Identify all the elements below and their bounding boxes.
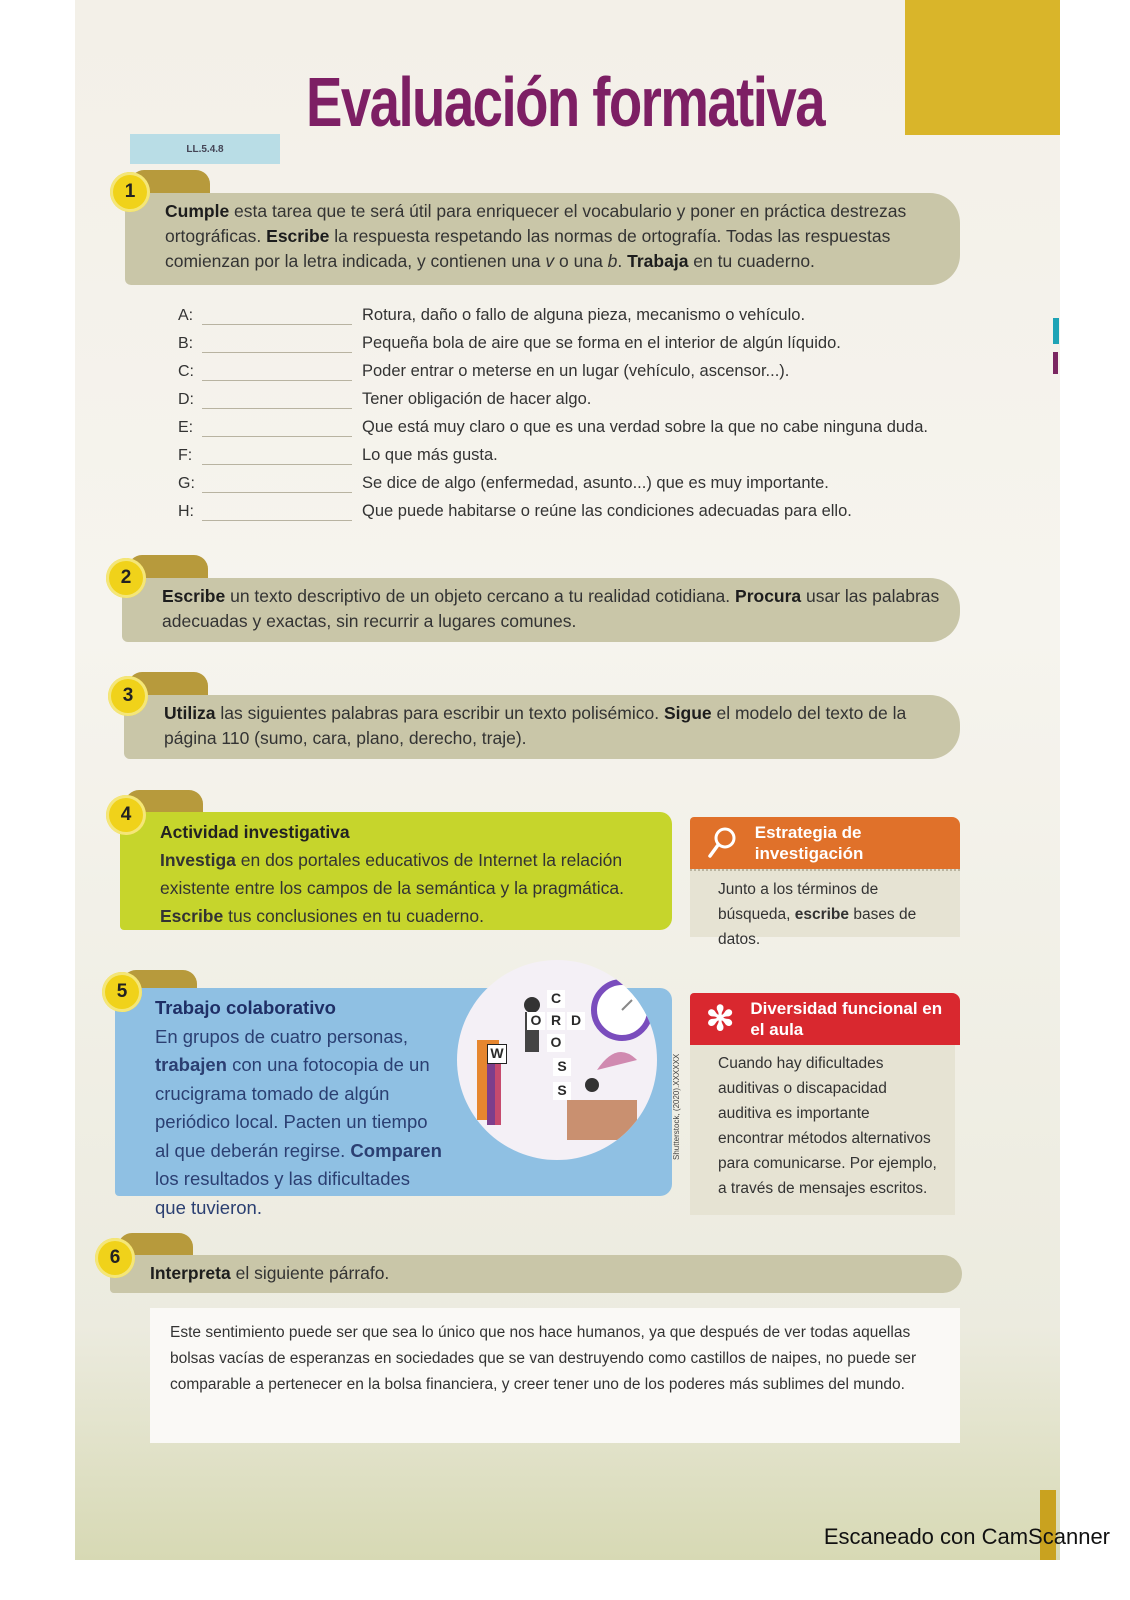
answer-line[interactable]	[202, 478, 352, 493]
crossword-cell: W	[487, 1044, 507, 1064]
strategy-title: Estrategia de investigación	[754, 823, 864, 863]
strategy-text: bases de datos.	[718, 906, 917, 948]
q4-body: tus conclusiones en tu cuaderno.	[223, 906, 484, 926]
list-item	[178, 381, 928, 409]
q4-body: en dos portales educativos de Internet la relación existente entre los campos de la semántica y la pragmática.	[160, 850, 624, 898]
answer-line[interactable]	[202, 310, 352, 325]
list-item	[178, 493, 928, 521]
item-letter: E:	[178, 419, 194, 436]
item-definition: Que puede habitarse o reúne las condiciones adecuadas para ello.	[362, 502, 852, 520]
q5-body: con una fotocopia de un crucigrama tomado de algún periódico local. Pacten un tiempo al que deberán regirse.	[155, 1054, 430, 1161]
quoted-paragraph: Este sentimiento puede ser que sea lo único que nos hace humanos, ya que después de ver todas aquellas bolsas vacías de esperanzas en sociedades que se van destruyendo como castillos de naipes, no puede ser comparable a pertenecer en la bolsa financiera, y creer tener uno de los poderes más sublimes del mundo.	[150, 1308, 960, 1443]
item-letter: H:	[178, 503, 194, 520]
q1-text: la respuesta respetando las normas de ortografía. Todas las respuestas comienzan por la letra indicada, y contienen una	[165, 226, 891, 271]
q3-text: las siguientes palabras para escribir un texto polisémico.	[215, 703, 664, 723]
verb-procura: Procura	[735, 586, 802, 606]
page-title: Evaluación formativa	[305, 63, 825, 141]
strategy-body	[690, 869, 960, 948]
question-number-badge: 4	[106, 795, 146, 835]
verb-escribe: Escribe	[160, 906, 224, 926]
q2-text: un texto descriptivo de un objeto cercano a tu realidad cotidiana.	[225, 586, 736, 606]
crossword-cell: O	[547, 1034, 565, 1052]
verb-trabaja: Trabaja	[627, 251, 689, 271]
question-number-badge: 6	[95, 1238, 135, 1278]
list-item	[178, 325, 928, 353]
scanner-watermark: Escaneado con CamScanner	[823, 1524, 1110, 1549]
q5-body: En grupos de cuatro personas,	[155, 1025, 408, 1047]
crossword-cell: O	[527, 1012, 545, 1030]
crossword-cell: S	[553, 1082, 571, 1100]
q1-letter-v: v	[545, 251, 555, 271]
answer-line[interactable]	[202, 366, 352, 381]
answer-line[interactable]	[202, 506, 352, 521]
verb-utiliza: Utiliza	[164, 703, 216, 723]
diversity-header	[690, 993, 960, 1045]
question-4-box	[120, 812, 672, 930]
question-number-badge: 2	[106, 558, 146, 598]
question-number-badge: 3	[108, 676, 148, 716]
skill-code: LL.5.4.8	[130, 134, 280, 164]
item-letter: C:	[178, 363, 194, 380]
strategy-sidebar	[690, 817, 960, 948]
item-letter: D:	[178, 391, 194, 408]
item-definition: Lo que más gusta.	[362, 446, 498, 464]
q1-text: .	[617, 251, 628, 271]
diversity-title: Diversidad funcional en el aula	[750, 999, 943, 1039]
asterisk-flower-icon: ✻	[705, 1000, 735, 1038]
list-item	[178, 465, 928, 493]
verb-escribe: escribe	[794, 906, 850, 923]
question-2-prompt	[122, 578, 960, 642]
item-definition: Que está muy claro o que es una verdad sobre la que no cabe ninguna duda.	[362, 418, 928, 436]
q1-text: o una	[554, 251, 608, 271]
item-definition: Rotura, daño o fallo de alguna pieza, mecanismo o vehículo.	[362, 306, 806, 324]
diversity-body: Cuando hay dificultades auditivas o discapacidad auditiva es importante encontrar métodos alternativos para comunicarse. Por ejemplo, a través de mensajes escritos.	[690, 1045, 955, 1215]
q1-letter-b: b	[607, 251, 618, 271]
crossword-cell: D	[567, 1012, 585, 1030]
q5-body: los resultados y las dificultades que tuvieron.	[155, 1168, 411, 1218]
answer-line[interactable]	[202, 394, 352, 409]
item-letter: A:	[178, 307, 194, 324]
answer-line[interactable]	[202, 338, 352, 353]
item-letter: G:	[178, 475, 195, 492]
question-3-prompt	[124, 695, 960, 759]
crossword-illustration	[457, 960, 657, 1160]
strategy-text: Junto a los términos de búsqueda,	[718, 881, 879, 923]
diversity-sidebar	[690, 993, 960, 1215]
section-heading: Trabajo colaborativo	[155, 997, 336, 1018]
edge-marker-magenta	[1053, 352, 1058, 374]
answer-line[interactable]	[202, 450, 352, 465]
verb-escribe: Escribe	[162, 586, 226, 606]
strategy-header	[690, 817, 960, 869]
section-heading: Actividad investigativa	[160, 822, 350, 842]
vocabulary-list	[178, 297, 928, 521]
q1-text: esta tarea que te será útil para enriquecer el vocabulario y poner en práctica destrezas ortográficas.	[165, 201, 907, 246]
crossword-cell: S	[553, 1058, 571, 1076]
item-letter: F:	[178, 447, 193, 464]
list-item	[178, 353, 928, 381]
q6-text: el siguiente párrafo.	[230, 1263, 390, 1283]
list-item	[178, 437, 928, 465]
verb-comparen: Comparen	[350, 1139, 442, 1161]
item-definition: Pequeña bola de aire que se forma en el interior de algún líquido.	[362, 334, 841, 352]
item-definition: Tener obligación de hacer algo.	[362, 390, 592, 408]
crossword-cell: C	[547, 990, 565, 1008]
edge-marker-cyan	[1053, 318, 1059, 344]
q2-text: usar las palabras adecuadas y exactas, sin recurrir a lugares comunes.	[162, 586, 940, 631]
question-1-prompt	[125, 193, 960, 285]
q3-text: el modelo del texto de la página 110 (sumo, cara, plano, derecho, traje).	[164, 703, 907, 748]
verb-trabajen: trabajen	[155, 1054, 227, 1075]
item-definition: Poder entrar o meterse en un lugar (vehículo, ascensor...).	[362, 362, 790, 380]
item-definition: Se dice de algo (enfermedad, asunto...) que es muy importante.	[362, 474, 829, 492]
list-item	[178, 297, 928, 325]
image-credit: Shutterstock, (2020).XXXXXX	[672, 1053, 681, 1160]
verb-investiga: Investiga	[160, 850, 236, 870]
q5-text	[155, 1023, 445, 1223]
magnifier-icon	[700, 826, 745, 860]
item-letter: B:	[178, 335, 194, 352]
q1-text: en tu cuaderno.	[688, 251, 815, 271]
verb-cumple: Cumple	[165, 201, 230, 221]
list-item	[178, 409, 928, 437]
answer-line[interactable]	[202, 422, 352, 437]
verb-escribe: Escribe	[266, 226, 330, 246]
q4-text	[160, 846, 654, 930]
question-number-badge: 5	[102, 972, 142, 1012]
verb-sigue: Sigue	[663, 703, 712, 723]
question-number-badge: 1	[110, 172, 150, 212]
crossword-cell: R	[547, 1012, 565, 1030]
question-6-prompt	[110, 1255, 962, 1293]
verb-interpreta: Interpreta	[150, 1263, 231, 1283]
